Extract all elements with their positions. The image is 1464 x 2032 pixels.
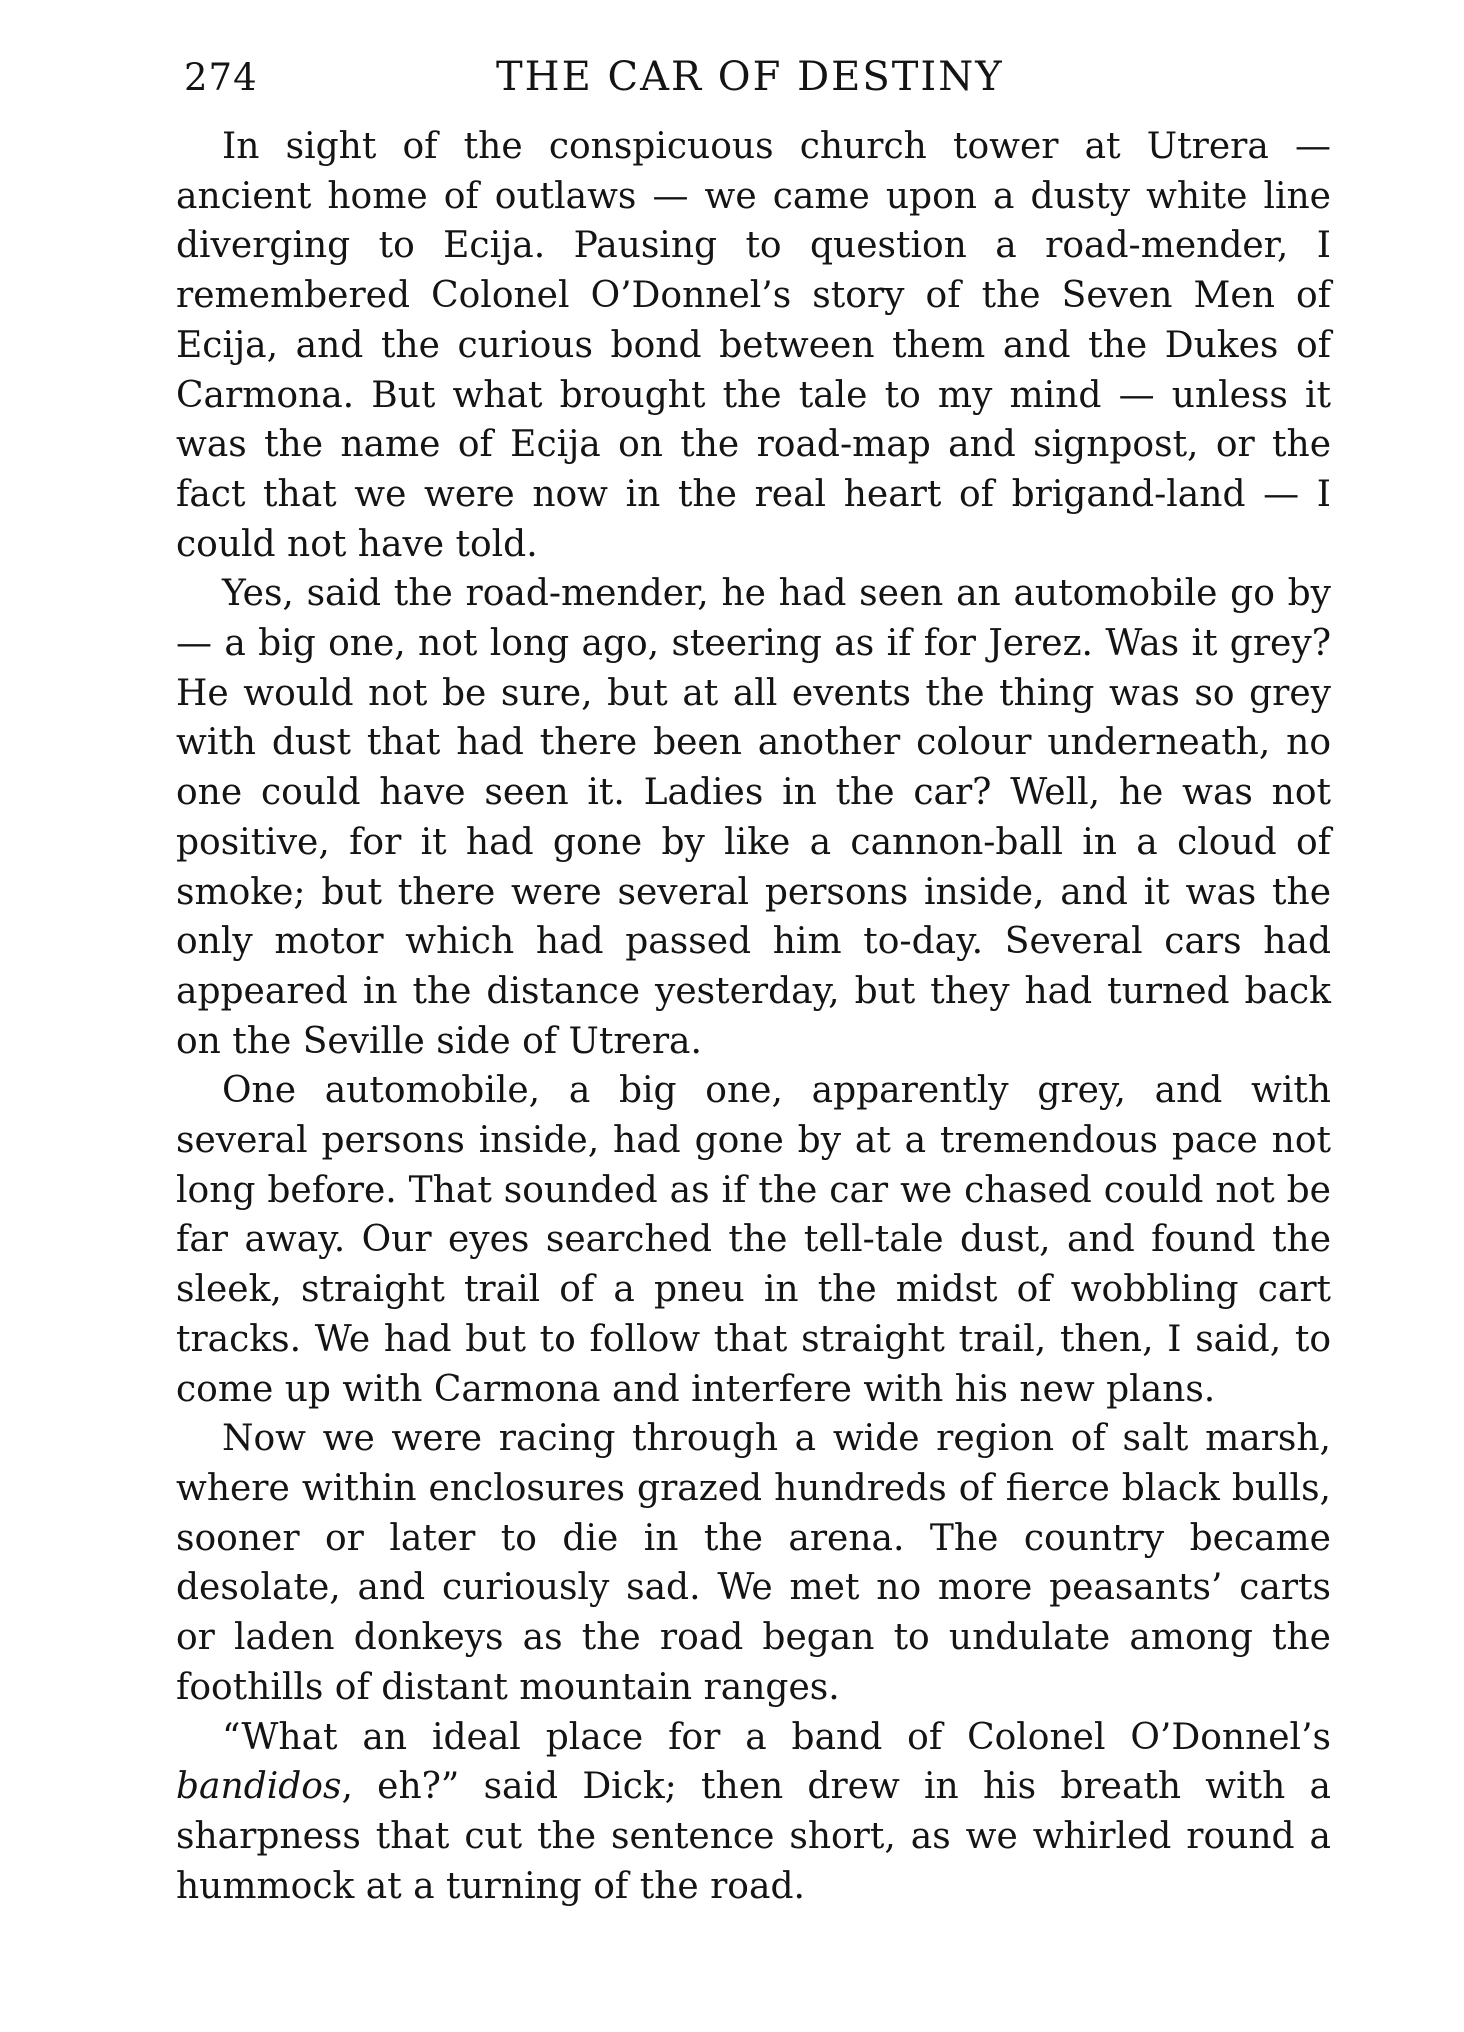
page-header [176, 50, 1331, 110]
dialogue-start: “What an ideal place for a band of Colonel O’Donnel’s [222, 1716, 1331, 1758]
paragraph: Yes, said the road-mender, he had seen an automobile go by — a big one, not long ago, steering as if for Jerez. Was it grey? He would not be sure, but at all events the thing was so grey with dust that had there been another colour underneath, no one could have seen it. Ladies in the car? Well, he was not positive, for it had gone by like a cannon-ball in a cloud of smoke; but there were several persons inside, and it was the only motor which had passed him to-day. Several cars had appeared in the distance yesterday, but they had turned back on the Seville side of Utrera. [176, 573, 1331, 1062]
book-page [176, 50, 1331, 1911]
paragraph: Now we were racing through a wide region of salt marsh, where within enclosures grazed hundreds of fierce black bulls, sooner or later to die in the arena. The country became desolate, and curiously sad. We met no more peasants’ carts or laden donkeys as the road began to undulate among the foothills of distant mountain ranges. [176, 1418, 1331, 1708]
italic-word: bandidos [176, 1766, 342, 1808]
running-title: THE CAR OF DESTINY [496, 54, 1004, 100]
paragraph: One automobile, a big one, apparently grey, and with several persons inside, had gone by at a tremendous pace not long before. That sounded as if the car we chased could not be far away. Our eyes searched the tell-tale dust, and found the sleek, straight trail of a pneu in the midst of wobbling cart tracks. We had but to follow that straight trail, then, I said, to come up with Carmona and interfere with his new plans. [176, 1070, 1331, 1410]
paragraph-dialogue [176, 1713, 1331, 1912]
page-number: 274 [184, 56, 258, 99]
body-text [176, 122, 1331, 1911]
dialogue-end: , eh?” said Dick; then drew in his breath with a sharpness that cut the sentence short, as we whirled round a hummock at a turning of the road. [176, 1766, 1331, 1907]
paragraph: In sight of the conspicuous church tower at Utrera — ancient home of outlaws — we came upon a dusty white line diverging to Ecija. Pausing to question a road-mender, I remembered Colonel O’Donnel’s story of the Seven Men of Ecija, and the curious bond between them and the Dukes of Carmona. But what brought the tale to my mind — unless it was the name of Ecija on the road-map and signpost, or the fact that we were now in the real heart of brigand-land — I could not have told. [176, 126, 1331, 565]
